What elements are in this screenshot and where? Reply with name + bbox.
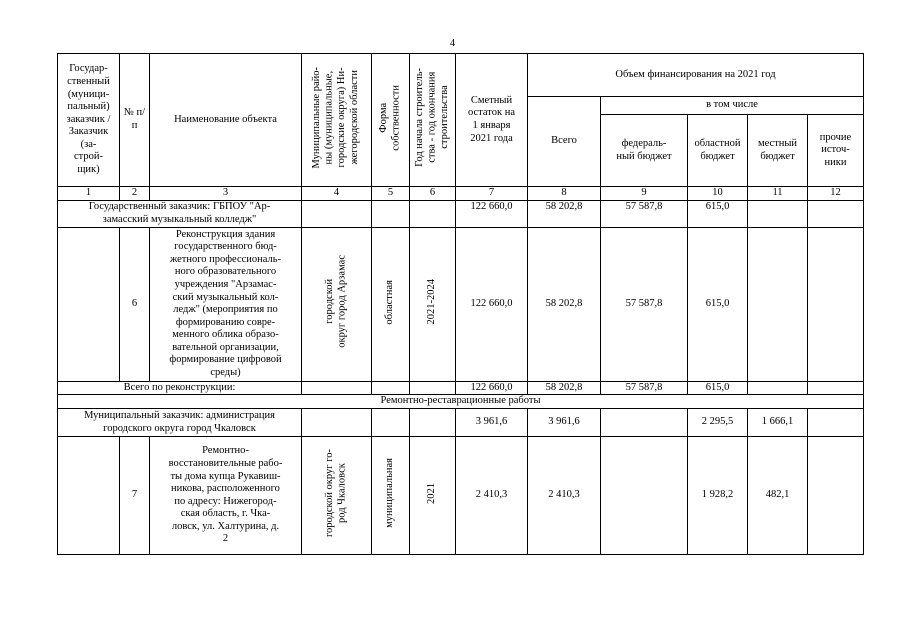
col-num: 10 [688,187,748,201]
total-cell: 58 202,8 [528,381,601,395]
object-name: Ремонтно- восстановительные рабо- ты дома купца Рукавиш- никова, расположенного по адресу: Нижегород- ская область, г. Чка- ловск, ул. Халтурина, д. 2 [150,437,302,555]
local-cell: 1 666,1 [748,409,808,437]
remainder-cell: 122 660,0 [456,381,528,395]
col-num: 5 [372,187,410,201]
district-cell: городской округ го- род Чкаловск [302,437,372,555]
table-row [58,437,864,555]
header-including: в том числе [601,97,864,115]
ownership-cell: муниципальная [372,437,410,555]
customer-label: Муниципальный заказчик: администрация городского округа город Чкаловск [58,409,302,437]
header-estimated-remainder: Сметный остаток на 1 января 2021 года [456,54,528,187]
col-num: 4 [302,187,372,201]
col-num: 2 [120,187,150,201]
section-title: Ремонтно-реставрационные работы [58,395,864,409]
total-cell: 2 410,3 [528,437,601,555]
total-cell: 58 202,8 [528,227,601,381]
col-num: 8 [528,187,601,201]
col-num: 6 [410,187,456,201]
header-other: прочие источ- ники [808,115,864,187]
header-customer: Государ- ственный (муници- пальный) заказчик / Заказчик (за- строй- щик) [58,54,120,187]
remainder-cell: 122 660,0 [456,200,528,227]
header-number: № п/п [120,54,150,187]
header-years: Год начала строитель- ства - год окончания строительства [410,54,456,187]
column-numbers-row [58,187,864,201]
row-number: 6 [120,227,150,381]
years-cell: 2021-2024 [410,227,456,381]
header-district: Муниципальные райо- ны (муниципальные, городские округа) Ни- жегородской области [302,54,372,187]
header-regional: областной бюджет [688,115,748,187]
total-cell: 3 961,6 [528,409,601,437]
col-num: 1 [58,187,120,201]
federal-cell: 57 587,8 [601,381,688,395]
federal-cell: 57 587,8 [601,200,688,227]
regional-cell: 615,0 [688,381,748,395]
reconstruction-total-row [58,381,864,395]
group-row-state-customer [58,200,864,227]
remainder-cell: 2 410,3 [456,437,528,555]
customer-label: Государственный заказчик: ГБПОУ "Ар- замасский музыкальный колледж" [58,200,302,227]
ownership-cell: областная [372,227,410,381]
federal-cell: 57 587,8 [601,227,688,381]
regional-cell: 615,0 [688,227,748,381]
remainder-cell: 3 961,6 [456,409,528,437]
col-num: 12 [808,187,864,201]
col-num: 11 [748,187,808,201]
total-cell: 58 202,8 [528,200,601,227]
regional-cell: 1 928,2 [688,437,748,555]
remainder-cell: 122 660,0 [456,227,528,381]
table-row [58,227,864,381]
regional-cell: 2 295,5 [688,409,748,437]
financing-table [57,53,864,555]
years-cell: 2021 [410,437,456,555]
header-local: местный бюджет [748,115,808,187]
header-federal: федераль- ный бюджет [601,115,688,187]
group-row-municipal-customer [58,409,864,437]
header-object-name: Наименование объекта [150,54,302,187]
local-cell: 482,1 [748,437,808,555]
header-ownership: Форма собственности [372,54,410,187]
col-num: 9 [601,187,688,201]
reconstruction-total-label: Всего по реконструкции: [58,381,302,395]
header-total: Всего [528,97,601,187]
page-number: 4 [449,38,456,49]
header-financing: Объем финансирования на 2021 год [528,54,864,97]
regional-cell: 615,0 [688,200,748,227]
object-name: Реконструкция здания государственного бюд- жетного профессиональ- ного образовательного учреждения "Арзамас- ский музыкальный кол- ледж" (мероприятия по формированию совре- менного облика образо- вательной организации, формирование цифровой среды) [150,227,302,381]
col-num: 3 [150,187,302,201]
district-cell: городской округ город Арзамас [302,227,372,381]
col-num: 7 [456,187,528,201]
section-title-row [58,395,864,409]
row-number: 7 [120,437,150,555]
